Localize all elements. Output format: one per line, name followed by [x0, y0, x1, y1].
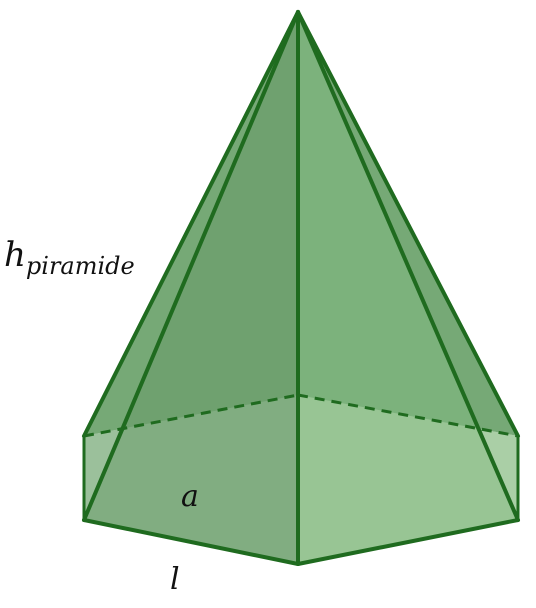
label-side: l [170, 562, 180, 597]
label-h-main: h [4, 235, 26, 275]
label-apothem: a [181, 479, 199, 514]
label-h-pyramid [4, 235, 135, 280]
label-h-subscript: piramide [25, 252, 135, 280]
